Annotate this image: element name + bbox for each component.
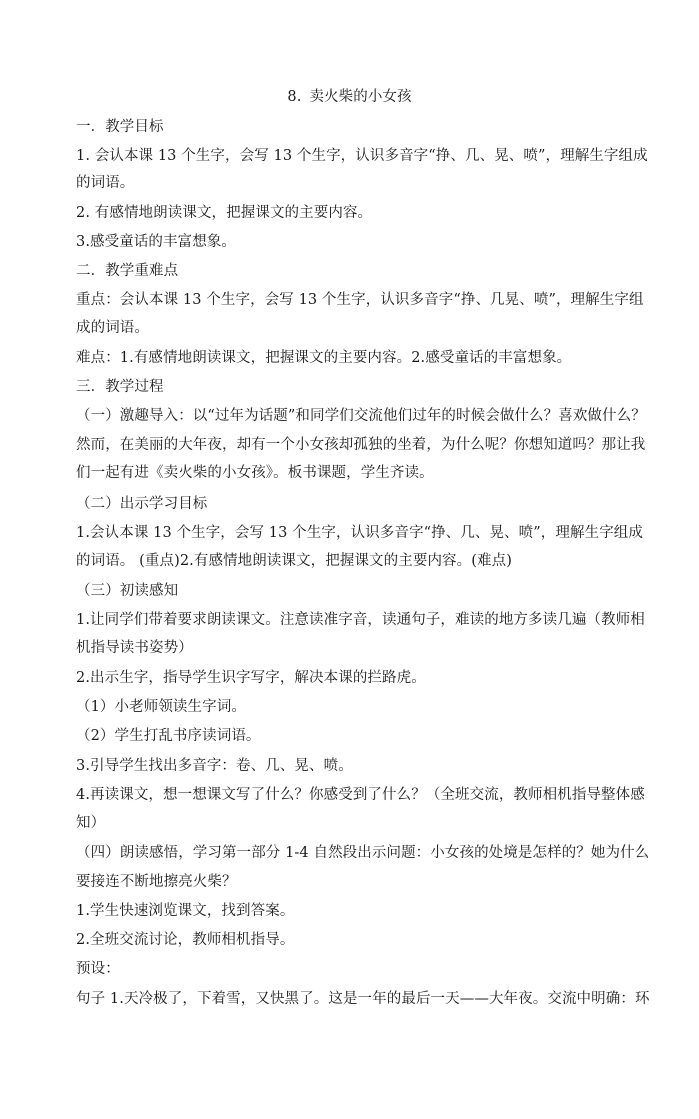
paragraph-line: 重点：会认本课 13 个生字，会写 13 个生字，认识多音字“挣、几晃、喷”，理解生字组 [76,292,644,308]
section-heading-process: 三．教学过程 [76,379,164,395]
subsection-heading: （二）出示学习目标 [76,496,208,512]
paragraph-line: 3.感受童话的丰富想象。 [76,234,237,250]
paragraph-line: 1.会认本课 13 个生字，会写 13 个生字，认识多音字“挣、几、晃、喷”，理解生字组成 [76,525,643,541]
lesson-title: 卖火柴的小女孩 [309,89,412,105]
paragraph-line: 2.出示生字，指导学生识字写字，解决本课的拦路虎。 [76,670,426,686]
section-heading-objectives: 一．教学目标 [76,119,164,135]
paragraph-line: 1.学生快速浏览课文，找到答案。 [76,903,295,919]
page-title [0,87,699,107]
subsection-heading: （三）初读感知 [76,583,179,599]
subsection-heading: （四）朗读感悟，学习第一部分 1-4 自然段出示问题：小女孩的处境是怎样的？她为什么 [76,845,650,861]
paragraph-line: 的词语。 [76,175,135,191]
paragraph-line: 然而，在美丽的大年夜，却有一个小女孩却孤独的坐着，为什么呢？你想知道吗？那让我 [76,437,646,453]
paragraph-line: 们一起有进《卖火柴的小女孩》。板书课题，学生齐读。 [76,465,434,481]
paragraph-line: 3.引导学生找出多音字：卷、几、晃、喷。 [76,758,353,774]
paragraph-line: 1.让同学们带着要求朗读课文。注意读准字音，读通句子，难读的地方多读几遍（教师相 [76,612,645,628]
paragraph-line: 成的词语。 [76,320,149,336]
paragraph-line: 机指导读书姿势） [76,640,193,656]
paragraph-line: 4.再读课文，想一想课文写了什么？你感受到了什么？（全班交流，教师相机指导整体感 [76,787,645,803]
paragraph-line: （2）学生打乱书序读词语。 [76,728,261,744]
paragraph-line: 的词语。 (重点)2.有感情地朗读课文，把握课文的主要内容。(难点) [76,553,512,569]
paragraph-line: 1. 会认本课 13 个生字，会写 13 个生字，认识多音字“挣、几、晃、喷”，理解生字组成 [76,148,648,164]
section-heading-key-points: 二．教学重难点 [76,263,179,279]
paragraph-line: 要接连不断地擦亮火柴？ [76,874,237,890]
paragraph-line: 预设： [76,961,120,977]
paragraph-line: （一）激趣导入：以“过年为话题”和同学们交流他们过年的时候会做什么？喜欢做什么？ [76,408,646,424]
paragraph-line: 难点：1.有感情地朗读课文，把握课文的主要内容。2.感受童话的丰富想象。 [76,350,572,366]
paragraph-line: 2. 有感情地朗读课文，把握课文的主要内容。 [76,205,373,221]
paragraph-line: 句子 1.天冷极了，下着雪，又快黑了。这是一年的最后一天——大年夜。交流中明确：环 [76,991,650,1007]
paragraph-line: 知） [76,815,106,831]
paragraph-line: 2.全班交流讨论，教师相机指导。 [76,932,295,948]
paragraph-line: （1）小老师领读生字词。 [76,699,246,715]
lesson-number: 8. [287,89,302,105]
